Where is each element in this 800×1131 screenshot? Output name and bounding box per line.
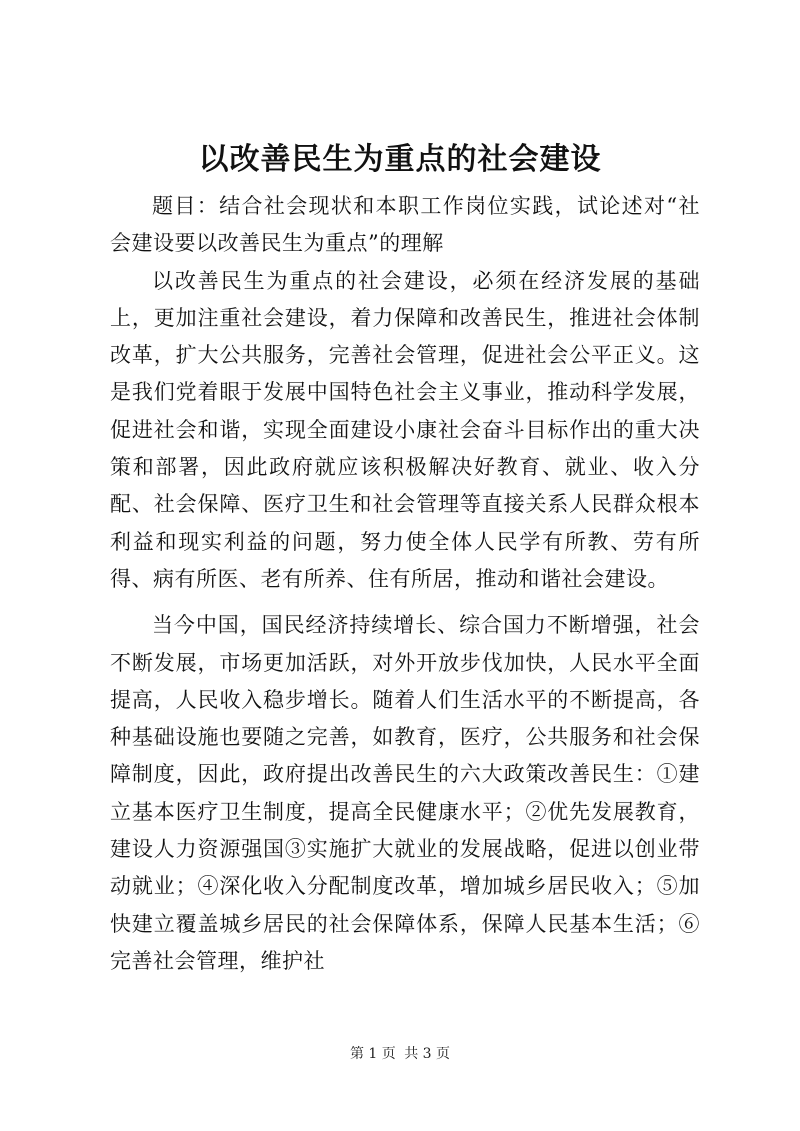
body-paragraph-1: 以改善民生为重点的社会建设，必须在经济发展的基础上，更加注重社会建设，着力保障和改善民生，推进社会体制改革，扩大公共服务，完善社会管理，促进社会公平正义。这是我们党着眼于发展中国特色社会主义事业，推动科学发展，促进社会和谐，实现全面建设小康社会奋斗目标作出的重大决策和部署，因此政府就应该积极解决好教育、就业、收入分配、社会保障、医疗卫生和社会管理等直接关系人民群众根本利益和现实利益的问题，努力使全体人民学有所教、劳有所得、病有所医、老有所养、住有所居，推动和谐社会建设。 — [110, 268, 700, 591]
document-body — [110, 188, 700, 980]
document-title: 以改善民生为重点的社会建设 — [198, 142, 602, 177]
page-total: 共 3 页 — [404, 1046, 451, 1062]
question-paragraph: 题目：结合社会现状和本职工作岗位实践，试论述对“社会建设要以改善民生为重点”的理解 — [110, 194, 700, 256]
page-footer — [0, 1044, 800, 1064]
body-paragraph-2: 当今中国，国民经济持续增长、综合国力不断增强，社会不断发展，市场更加活跃，对外开放步伐加快，人民水平全面提高，人民收入稳步增长。随着人们生活水平的不断提高，各种基础设施也要随之完善，如教育，医疗，公共服务和社会保障制度，因此，政府提出改善民生的六大政策改善民生：①建立基本医疗卫生制度，提高全民健康水平；②优先发展教育，建设人力资源强国③实施扩大就业的发展战略，促进以创业带动就业；④深化收入分配制度改革，增加城乡居民收入；⑤加快建立覆盖城乡居民的社会保障体系，保障人民基本生活；⑥完善社会管理，维护社 — [110, 613, 700, 973]
page-number: 第 1 页 — [349, 1046, 396, 1062]
